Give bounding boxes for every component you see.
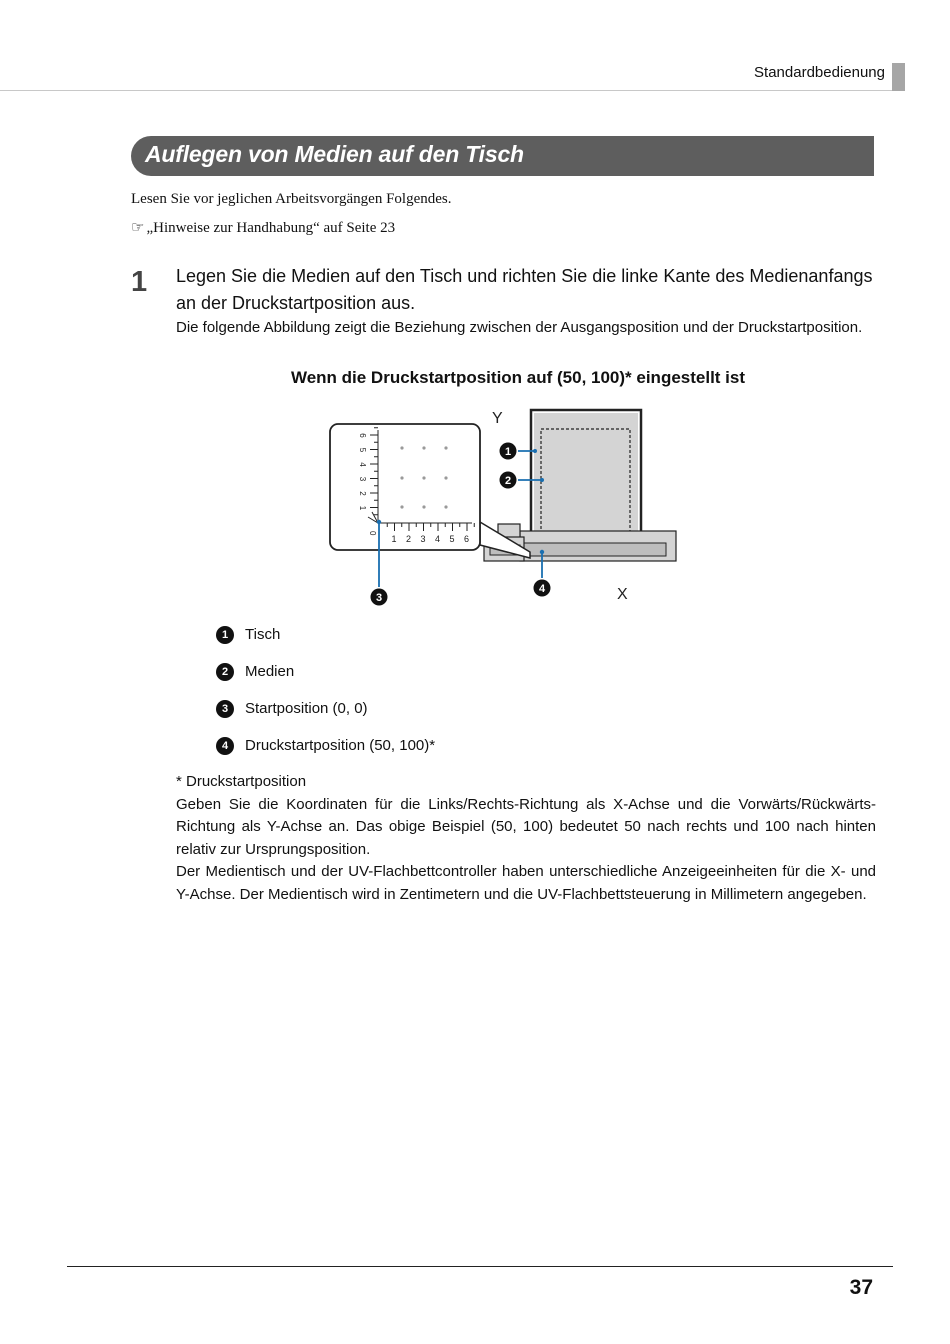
legend-item (216, 700, 616, 720)
section-banner (131, 136, 874, 176)
footnote-paragraph: Der Medientisch und der UV-Flachbettcontroller haben unterschiedliche Anzeigeeinheiten für die X- und Y-Achse. Der Medientisch wird in Zentimetern und die UV-Flachbettsteuerung in Millimetern angegeben. (176, 863, 876, 903)
y-tick-label: 5 (358, 447, 367, 453)
callout-badge-3 (371, 589, 388, 606)
svg-text:2: 2 (504, 475, 512, 487)
footnote-paragraph: Geben Sie die Koordinaten für die Links/Rechts-Richtung als X-Achse und die Vorwärts/Rückwärts-Richtung als Y-Achse an. Das obige Beispiel (50, 100) bedeutet 50 nach rechts und 100 nach hinten relativ zur Ursprungsposition. (176, 795, 876, 858)
number-badge: 4 (216, 737, 234, 755)
number-badge: 2 (216, 663, 234, 681)
footnote (176, 771, 876, 906)
media-shape (534, 413, 638, 535)
legend-item (216, 737, 616, 757)
svg-text:1: 1 (504, 446, 512, 458)
x-tick-label: 3 (420, 534, 426, 544)
x-tick-label: 5 (449, 534, 455, 544)
axis-x-label: X (617, 586, 628, 603)
legend-label: Druckstartposition (50, 100)* (245, 737, 436, 754)
y-tick-label: 6 (358, 433, 367, 438)
pointing-hand-icon: ☞ (131, 220, 145, 236)
step-instruction: Legen Sie die Medien auf den Tisch und richten Sie die linke Kante des Medienanfangs an der Druckstartposition aus. (176, 266, 873, 313)
legend-label: Tisch (245, 626, 281, 643)
y-tick-label: 3 (358, 476, 367, 482)
legend-label: Medien (245, 663, 295, 680)
number-badge: 3 (216, 700, 234, 718)
header-rule (0, 90, 905, 91)
legend-item (216, 663, 616, 683)
reference-link[interactable] (131, 218, 395, 237)
figure (320, 400, 690, 615)
callout-badge-4 (534, 580, 551, 597)
callout-badge-2 (500, 472, 517, 489)
y-tick-label: 4 (358, 462, 367, 467)
chapter-title: Standardbedienung (754, 64, 885, 81)
page-number: 37 (849, 1276, 873, 1299)
origin-label: 0 (368, 531, 377, 536)
step-description: Die folgende Abbildung zeigt die Beziehung zwischen der Ausgangsposition und der Druckstartposition. (176, 319, 863, 336)
callout-badge-1 (500, 443, 517, 460)
footer-rule (67, 1266, 893, 1267)
axis-y-label: Y (492, 410, 503, 427)
figure-title: Wenn die Druckstartposition auf (50, 100)* eingestellt ist (290, 368, 746, 387)
intro-text: Lesen Sie vor jeglichen Arbeitsvorgängen Folgendes. (131, 191, 452, 207)
step-number: 1 (131, 266, 148, 298)
y-tick-label: 2 (358, 491, 367, 496)
legend-item (216, 626, 616, 646)
chapter-tab (892, 63, 905, 91)
footnote-heading: * Druckstartposition (176, 773, 307, 790)
section-title: Auflegen von Medien auf den Tisch (145, 141, 524, 167)
x-tick-label: 1 (391, 534, 397, 544)
x-tick-label: 2 (405, 534, 412, 544)
x-tick-label: 6 (463, 534, 470, 544)
legend-label: Startposition (0, 0) (245, 700, 368, 717)
x-tick-label: 4 (434, 534, 441, 544)
svg-text:4: 4 (538, 583, 546, 595)
reference-link-text: „Hinweise zur Handhabung“ auf Seite 23 (146, 220, 396, 236)
number-badge: 1 (216, 626, 234, 644)
svg-text:3: 3 (375, 592, 383, 604)
media-table-diagram (320, 400, 690, 610)
y-tick-label: 1 (358, 505, 367, 511)
zoom-box (330, 424, 480, 550)
